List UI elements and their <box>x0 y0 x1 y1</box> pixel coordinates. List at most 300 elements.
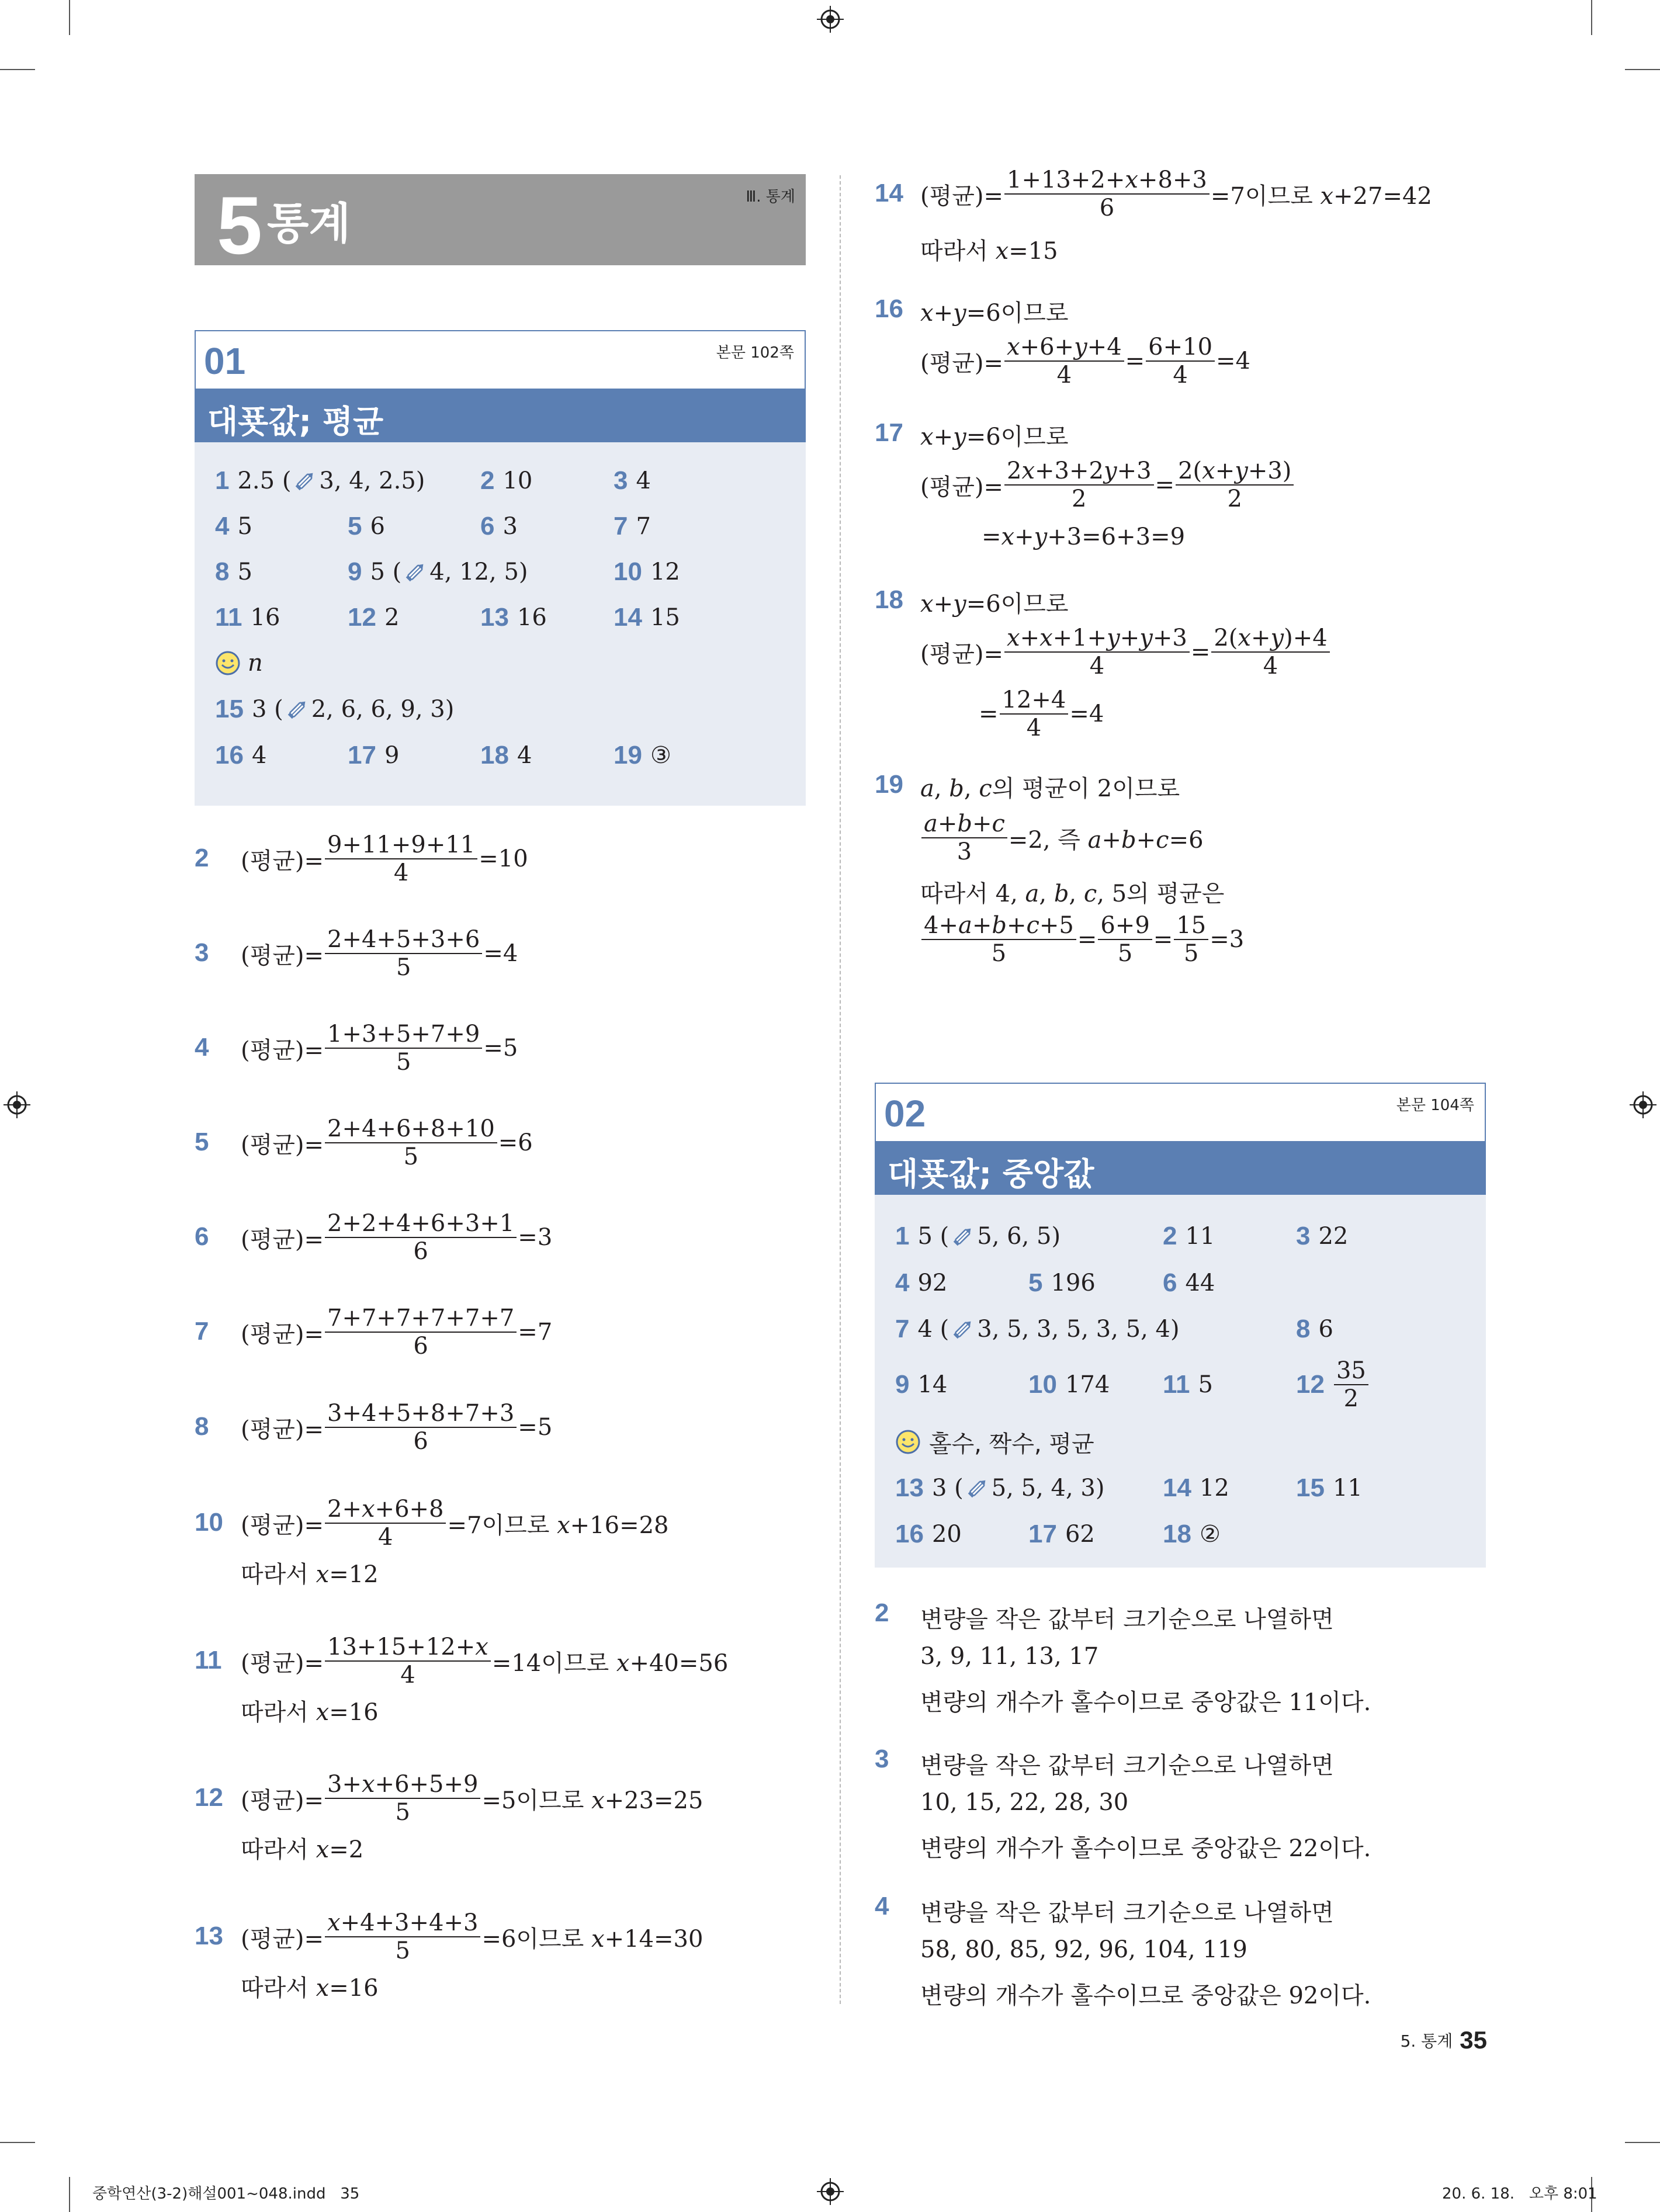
answer-number: 2 <box>1163 1222 1177 1250</box>
denominator: 5 <box>403 1143 419 1170</box>
solution-line <box>920 331 1250 391</box>
answer-value: 5 <box>1198 1371 1213 1398</box>
denominator: 5 <box>1117 940 1133 967</box>
solution-line <box>241 1397 552 1458</box>
denominator: 5 <box>396 1049 411 1076</box>
answer-item <box>1163 1370 1213 1399</box>
answer-number: 12 <box>348 603 376 632</box>
denominator: 5 <box>1184 940 1199 967</box>
fraction <box>325 1401 517 1454</box>
numerator: 2(x+y+3) <box>1176 459 1294 486</box>
answer-item <box>895 1370 947 1399</box>
numerator: 4+a+b+c+5 <box>921 913 1076 940</box>
answer-value: 22 <box>1318 1223 1349 1250</box>
fraction <box>1211 626 1329 678</box>
crop-mark <box>1625 69 1660 70</box>
solution-conclusion: 변량의 개수가 홀수이므로 중앙값은 22이다. <box>920 1835 1371 1862</box>
solution-conclusion: 따라서 x=2 <box>241 1836 364 1863</box>
pencil-icon <box>966 1476 989 1500</box>
answer-value: 62 <box>1065 1521 1095 1548</box>
solution-text: x+y=6이므로 <box>920 300 1069 327</box>
label: (평균)= <box>241 847 324 875</box>
answer-value: ② <box>1199 1521 1221 1548</box>
result: =4 <box>483 940 518 967</box>
answer-item <box>215 466 425 495</box>
answer-item <box>895 1222 1061 1251</box>
answer-number: 12 <box>1296 1370 1325 1399</box>
result: =4 <box>1069 701 1104 727</box>
answer-item <box>215 649 263 678</box>
label: (평균)= <box>241 1036 324 1064</box>
answer-value: 10 <box>502 467 533 494</box>
numerator: 2x+3+2y+3 <box>1004 459 1154 486</box>
section-number: 02 <box>884 1093 926 1135</box>
answer-item <box>614 741 671 770</box>
equals: = <box>1077 926 1097 953</box>
answer-number: 10 <box>614 557 642 586</box>
label: (평균)= <box>241 1787 324 1814</box>
solution-number: 7 <box>195 1317 209 1346</box>
numerator: 2+x+6+8 <box>325 1497 446 1524</box>
result: =2, 즉 a+b+c=6 <box>1008 826 1204 854</box>
chapter-part: Ⅲ. 통계 <box>746 188 795 206</box>
solution-line <box>241 828 528 889</box>
solution-line <box>920 164 1432 224</box>
result: =3 <box>518 1224 553 1251</box>
answer-value: 5 ( <box>370 559 402 585</box>
fraction <box>1146 335 1215 387</box>
answer-item <box>1296 1473 1363 1503</box>
answer-number: 13 <box>895 1473 924 1502</box>
answer-number: 13 <box>480 603 509 632</box>
page-reference: 본문 102쪽 <box>716 344 794 362</box>
crop-mark <box>0 69 35 70</box>
footer-section: 5. 통계 <box>1400 2031 1453 2051</box>
answer-hint: 2, 6, 6, 9, 3) <box>311 696 455 723</box>
answer-hint: 5, 5, 4, 3) <box>991 1475 1105 1502</box>
crop-mark <box>1625 2142 1660 2143</box>
answer-value: 20 <box>931 1521 962 1548</box>
fraction <box>1004 168 1210 220</box>
crop-mark <box>0 2142 35 2143</box>
solution-conclusion: 따라서 x=15 <box>920 238 1058 265</box>
answer-value: 2.5 ( <box>237 467 292 494</box>
pencil-icon <box>404 560 427 584</box>
numerator: 1+3+5+7+9 <box>325 1022 482 1049</box>
equals: = <box>1153 926 1173 953</box>
answer-value: 6 <box>370 513 385 540</box>
smiley-icon <box>215 650 241 676</box>
denominator: 6 <box>413 1333 428 1360</box>
denominator: 5 <box>395 1937 410 1964</box>
answer-number: 17 <box>1028 1520 1057 1548</box>
solution-number: 2 <box>195 844 209 872</box>
section-02-header <box>875 1083 1486 1195</box>
answer-item <box>1028 1370 1110 1399</box>
page-reference: 본문 104쪽 <box>1396 1097 1474 1114</box>
solution-line <box>241 1112 533 1173</box>
numerator: 7+7+7+7+7+7 <box>325 1306 517 1333</box>
fraction <box>325 1211 517 1264</box>
solution-conclusion: 따라서 x=16 <box>241 1699 379 1726</box>
solution-line <box>920 909 1244 970</box>
numerator: x+4+3+4+3 <box>325 1911 480 1937</box>
solution-text: =x+y+3=6+3=9 <box>982 523 1186 550</box>
section-number: 01 <box>204 340 246 382</box>
numerator: 35 <box>1334 1358 1368 1385</box>
label: (평균)= <box>241 942 324 969</box>
answer-value: 5 ( <box>917 1223 949 1250</box>
answer-number: 15 <box>215 695 244 723</box>
equals: = <box>1155 471 1175 498</box>
answer-value: 4 ( <box>917 1316 949 1343</box>
label: (평균)= <box>241 1511 324 1539</box>
fraction <box>1000 688 1069 740</box>
denominator: 4 <box>393 859 409 886</box>
answer-value: 3 <box>502 513 518 540</box>
answer-value: 4 <box>636 467 651 494</box>
answer-number: 18 <box>1163 1520 1191 1548</box>
crop-mark <box>1591 0 1592 35</box>
answer-number: 10 <box>1028 1370 1057 1399</box>
crop-mark <box>69 2177 70 2212</box>
answer-item <box>215 557 252 587</box>
result: =5 <box>518 1414 553 1441</box>
answer-value: ③ <box>650 742 671 769</box>
answer-item <box>895 1473 1104 1503</box>
solution-text: x+y=6이므로 <box>920 591 1069 618</box>
answer-item <box>348 557 528 587</box>
section-01-header <box>195 330 806 442</box>
answer-value: 14 <box>917 1371 948 1398</box>
answer-item <box>348 603 399 632</box>
answer-value: 196 <box>1051 1270 1096 1296</box>
answer-item <box>480 603 547 632</box>
solution-conclusion: 변량의 개수가 홀수이므로 중앙값은 92이다. <box>920 1982 1371 2009</box>
solution-number: 17 <box>875 418 903 447</box>
solution-number: 18 <box>875 585 903 614</box>
answer-number: 7 <box>614 512 628 540</box>
answer-item <box>215 512 252 541</box>
answer-item <box>215 603 280 632</box>
answer-number: 7 <box>895 1315 910 1343</box>
denominator: 5 <box>991 940 1007 967</box>
solution-text: 변량을 작은 값부터 크기순으로 나열하면 <box>920 1752 1334 1779</box>
denominator: 2 <box>1343 1385 1359 1412</box>
result: =5이므로 x+23=25 <box>481 1787 703 1814</box>
answer-item <box>480 741 532 770</box>
answer-number: 1 <box>895 1222 910 1250</box>
answer-value: 16 <box>517 604 547 631</box>
answer-number: 5 <box>348 512 362 540</box>
solution-number: 13 <box>195 1922 223 1950</box>
solution-number: 3 <box>195 938 209 967</box>
numerator: a+b+c <box>921 812 1007 838</box>
label: (평균)= <box>920 473 1004 501</box>
answer-value: 92 <box>917 1270 948 1296</box>
section-title: 대푯값; 중앙값 <box>888 1156 1094 1192</box>
answer-number: 19 <box>614 741 642 769</box>
answer-value: 11 <box>1185 1223 1215 1250</box>
solution-conclusion: 따라서 x=12 <box>241 1561 379 1588</box>
registration-mark-icon <box>1630 1091 1656 1118</box>
solution-line <box>920 455 1295 515</box>
numerator: 2+2+4+6+3+1 <box>325 1211 517 1238</box>
result: =3 <box>1210 926 1245 953</box>
numerator: 6+9 <box>1098 913 1152 940</box>
answer-value: 174 <box>1065 1371 1110 1398</box>
answer-item <box>614 603 680 632</box>
answer-number: 3 <box>1296 1222 1311 1250</box>
label: (평균)= <box>920 640 1004 668</box>
fraction <box>325 1306 517 1358</box>
solution-line <box>241 1302 552 1362</box>
answer-number: 5 <box>1028 1268 1043 1297</box>
fraction <box>325 1022 482 1074</box>
answer-item <box>895 1520 962 1549</box>
answer-number: 8 <box>1296 1315 1311 1343</box>
solution-text: 변량을 작은 값부터 크기순으로 나열하면 <box>920 1606 1334 1633</box>
answer-value: 11 <box>1332 1475 1363 1502</box>
solution-number: 6 <box>195 1222 209 1251</box>
denominator: 4 <box>378 1524 393 1551</box>
print-file-info: 중학연산(3-2)해설001~048.indd 35 <box>92 2185 360 2203</box>
denominator: 2 <box>1072 486 1087 512</box>
answer-item <box>614 557 680 587</box>
solution-text: 따라서 4, a, b, c, 5의 평균은 <box>920 880 1225 907</box>
smiley-icon <box>895 1429 921 1455</box>
answer-value: 15 <box>650 604 680 631</box>
answer-number: 6 <box>480 512 495 540</box>
denominator: 4 <box>1056 362 1072 389</box>
registration-mark-icon <box>4 1091 30 1118</box>
denominator: 6 <box>413 1428 428 1455</box>
numerator: 3+4+5+8+7+3 <box>325 1401 517 1428</box>
answer-item <box>895 1268 947 1298</box>
section-title-bar <box>195 389 806 442</box>
registration-mark-icon <box>817 6 844 33</box>
solution-line <box>920 622 1331 682</box>
answer-item <box>215 741 266 770</box>
result: =7이므로 x+16=28 <box>447 1511 669 1539</box>
denominator: 4 <box>400 1662 415 1689</box>
answer-value: 16 <box>250 604 280 631</box>
answer-value: 44 <box>1185 1270 1215 1296</box>
answer-value: 3 ( <box>251 696 283 723</box>
answer-item <box>1163 1222 1215 1251</box>
result: =14이므로 x+40=56 <box>491 1649 729 1677</box>
chapter-number: 5 <box>217 179 262 271</box>
result: =7이므로 x+27=42 <box>1210 182 1432 210</box>
solution-number: 2 <box>875 1599 889 1627</box>
pencil-icon <box>293 469 317 493</box>
chapter-header <box>195 174 806 271</box>
solution-number: 3 <box>875 1745 889 1773</box>
solution-conclusion: 따라서 x=16 <box>241 1975 379 2002</box>
numerator: 2+4+5+3+6 <box>325 927 482 954</box>
result: =6이므로 x+14=30 <box>481 1925 703 1953</box>
answer-hint: 5, 6, 5) <box>977 1223 1061 1250</box>
fraction <box>1098 913 1152 966</box>
equals: = <box>1125 348 1145 375</box>
answer-number: 16 <box>215 741 244 769</box>
answer-hint: 3, 5, 3, 5, 3, 5, 4) <box>977 1316 1180 1343</box>
answer-value: 4 <box>251 742 267 769</box>
fraction <box>1004 459 1154 511</box>
label: (평균)= <box>241 1320 324 1348</box>
answer-number: 8 <box>215 557 230 586</box>
answer-number: 11 <box>215 603 242 632</box>
denominator: 4 <box>1173 362 1188 389</box>
answer-item <box>1296 1315 1333 1344</box>
answer-item <box>1163 1520 1221 1549</box>
numerator: 2+4+6+8+10 <box>325 1117 497 1143</box>
denominator: 2 <box>1227 486 1242 512</box>
denominator: 6 <box>413 1238 428 1265</box>
answer-number: 4 <box>215 512 230 540</box>
answer-number: 2 <box>480 466 495 495</box>
solution-text: a, b, c의 평균이 2이므로 <box>920 775 1180 802</box>
answer-item <box>480 466 532 495</box>
answer-number: 9 <box>895 1370 910 1399</box>
numerator: x+6+y+4 <box>1004 335 1124 362</box>
label: (평균)= <box>241 1925 324 1953</box>
solution-conclusion: 변량의 개수가 홀수이므로 중앙값은 11이다. <box>920 1689 1371 1716</box>
result: =6 <box>498 1129 533 1156</box>
answer-number: 4 <box>895 1268 910 1297</box>
fraction <box>325 1635 491 1687</box>
numerator: 1+13+2+x+8+3 <box>1004 168 1210 195</box>
answer-item <box>895 1315 1180 1344</box>
print-date: 20. 6. 18. 오후 8:01 <box>1442 2185 1597 2203</box>
solution-line <box>920 807 1204 868</box>
section-title-bar <box>875 1141 1486 1195</box>
fraction <box>921 812 1007 864</box>
fraction <box>325 1497 446 1549</box>
answer-value: 12 <box>650 559 680 585</box>
answer-number: 14 <box>614 603 642 632</box>
solution-text: x+y=6이므로 <box>920 424 1069 450</box>
fraction <box>325 1911 480 1963</box>
equals: = <box>979 701 999 727</box>
answer-number: 6 <box>1163 1268 1177 1297</box>
solution-number: 16 <box>875 294 903 323</box>
result: =10 <box>479 845 528 872</box>
page-footer <box>1391 2024 1487 2057</box>
label: (평균)= <box>241 1226 324 1253</box>
answer-value: 홀수, 짝수, 평균 <box>929 1430 1094 1458</box>
answer-value: 4 <box>517 742 532 769</box>
solution-line <box>241 1768 703 1829</box>
chapter-title: 통계 <box>267 199 351 249</box>
fraction <box>1174 913 1208 966</box>
solution-number: 10 <box>195 1508 223 1537</box>
answer-item <box>1028 1268 1096 1298</box>
answer-item <box>614 466 651 495</box>
answer-item <box>348 512 385 541</box>
answer-value: 3 ( <box>931 1475 964 1502</box>
answer-item <box>895 1427 1094 1457</box>
solution-number: 8 <box>195 1412 209 1441</box>
solution-number: 14 <box>875 179 903 207</box>
answer-value: n <box>248 650 263 677</box>
solution-number: 4 <box>875 1892 889 1920</box>
column-divider <box>840 175 841 2004</box>
answer-value: 5 <box>237 559 252 585</box>
label: (평균)= <box>920 349 1004 377</box>
solution-number: 12 <box>195 1783 223 1812</box>
fraction <box>325 1117 497 1169</box>
data-list: 58, 80, 85, 92, 96, 104, 119 <box>920 1936 1247 1963</box>
solution-line <box>241 1018 518 1079</box>
denominator: 6 <box>1099 195 1115 221</box>
answer-item <box>1296 1222 1348 1251</box>
answer-number: 16 <box>895 1520 924 1548</box>
crop-mark <box>69 0 70 35</box>
answer-item <box>1163 1473 1229 1503</box>
solution-line <box>241 1207 552 1268</box>
numerator: 9+11+9+11 <box>325 833 477 859</box>
solution-text: 변량을 작은 값부터 크기순으로 나열하면 <box>920 1899 1334 1926</box>
answer-number: 3 <box>614 466 628 495</box>
data-list: 3, 9, 11, 13, 17 <box>920 1643 1099 1670</box>
solution-line <box>241 923 518 984</box>
answer-item <box>215 695 454 724</box>
solution-line <box>979 684 1104 744</box>
numerator: x+x+1+y+y+3 <box>1004 626 1190 653</box>
label: (평균)= <box>241 1131 324 1159</box>
fraction <box>325 927 482 980</box>
answer-number: 14 <box>1163 1473 1191 1502</box>
solution-number: 5 <box>195 1128 209 1156</box>
answer-value: 2 <box>384 604 400 631</box>
answer-number: 9 <box>348 557 362 586</box>
denominator: 3 <box>957 838 972 865</box>
answer-item <box>348 741 399 770</box>
denominator: 4 <box>1263 653 1278 679</box>
solution-line <box>241 1906 703 1967</box>
solution-line <box>241 1631 728 1691</box>
answer-value: 6 <box>1318 1316 1333 1343</box>
numerator: 6+10 <box>1146 335 1215 362</box>
fraction <box>1004 335 1124 387</box>
fraction <box>1004 626 1190 678</box>
solution-number: 19 <box>875 770 903 799</box>
answer-item <box>614 512 651 541</box>
answer-value: 7 <box>636 513 651 540</box>
answer-item <box>480 512 518 541</box>
pencil-icon <box>951 1225 975 1248</box>
answer-item <box>1163 1268 1215 1298</box>
result: =7 <box>518 1319 553 1346</box>
denominator: 4 <box>1089 653 1105 679</box>
answer-item <box>1296 1355 1370 1414</box>
answer-fraction <box>1334 1358 1368 1411</box>
answer-value: 9 <box>384 742 400 769</box>
label: (평균)= <box>241 1649 324 1677</box>
solution-number: 11 <box>195 1646 222 1674</box>
data-list: 10, 15, 22, 28, 30 <box>920 1789 1129 1816</box>
fraction <box>325 1772 480 1825</box>
registration-mark-icon <box>817 2178 844 2205</box>
answer-hint: 4, 12, 5) <box>429 559 528 585</box>
solution-line <box>241 1493 668 1554</box>
label: (평균)= <box>920 182 1004 210</box>
fraction <box>1176 459 1294 511</box>
result: =5 <box>483 1035 518 1062</box>
fraction <box>325 833 477 885</box>
page-number: 35 <box>1460 2026 1487 2054</box>
